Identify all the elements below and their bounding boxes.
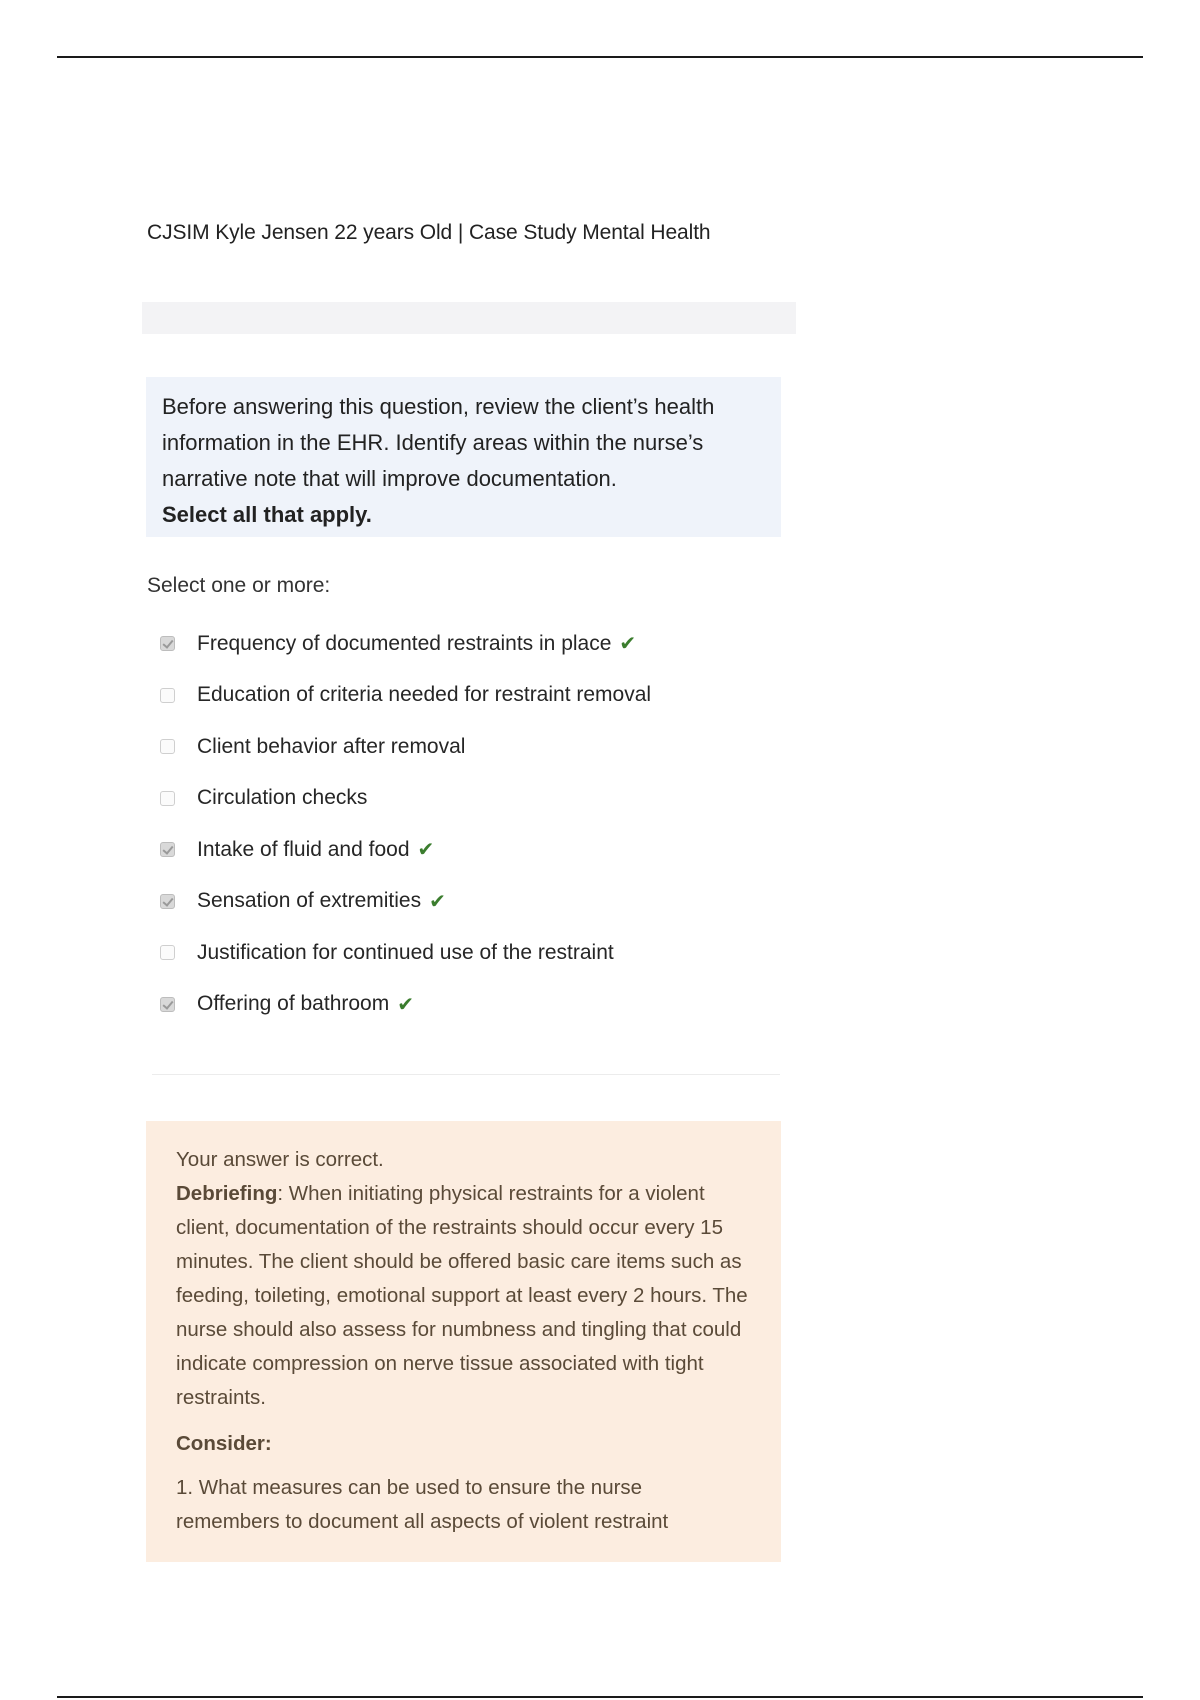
option-justification-restraint[interactable] [160,927,651,979]
feedback-box [146,1121,781,1562]
option-checkbox[interactable] [160,791,175,806]
debriefing-label: Debriefing [176,1182,278,1205]
option-label: Intake of fluid and food [197,837,410,861]
info-bar [142,302,796,334]
header-rule [57,56,1143,58]
option-checkbox[interactable] [160,842,175,857]
section-divider [152,1074,780,1075]
answer-prompt: Select one or more: [147,574,331,597]
question-instruction: Select all that apply. [162,502,372,527]
option-client-behavior[interactable] [160,721,651,773]
option-education-criteria[interactable] [160,670,651,722]
checkmark-icon: ✔ [429,890,446,913]
option-label: Circulation checks [197,786,368,810]
option-label: Frequency of documented restraints in place [197,631,612,655]
option-label: Client behavior after removal [197,734,466,758]
option-checkbox[interactable] [160,688,175,703]
footer-rule [57,1696,1143,1698]
consider-item: 1. What measures can be used to ensure the nurse remembers to document all aspects of violent restraint [176,1476,669,1533]
option-label: Justification for continued use of the restraint [197,940,614,964]
consider-label: Consider: [176,1432,272,1455]
option-frequency-restraints[interactable] [160,618,651,670]
checkmark-icon: ✔ [417,839,435,862]
option-circulation-checks[interactable] [160,773,651,825]
option-label: Education of criteria needed for restraint removal [197,683,652,707]
option-offering-bathroom[interactable] [160,979,651,1031]
option-checkbox[interactable] [160,739,175,754]
option-intake-fluid-food[interactable] [160,824,651,876]
checkmark-icon: ✔ [619,633,637,656]
checkmark-icon: ✔ [397,993,414,1016]
debriefing-text: : When initiating physical restraints for a violent client, documentation of the restraints should occur every 15 minutes. The client should be offered basic care items such as feeding, toileting, emotional support at least every 2 hours. The nurse should also assess for numbness and tingling that could indicate compression on nerve tissue associated with tight restraints. [176,1182,748,1409]
option-label: Sensation of extremities [197,889,422,913]
option-checkbox[interactable] [160,636,175,651]
page-title: CJSIM Kyle Jensen 22 years Old | Case Study Mental Health [147,221,711,244]
option-checkbox[interactable] [160,945,175,960]
question-box [146,377,781,537]
option-checkbox[interactable] [160,894,175,909]
option-checkbox[interactable] [160,997,175,1012]
answer-options [160,618,651,1030]
question-text: Before answering this question, review the client’s health information in the EHR. Identify areas within the nurse’s narrative note that will improve documentation. [162,394,715,491]
feedback-result: Your answer is correct. [176,1148,384,1171]
option-label: Offering of bathroom [197,992,390,1016]
option-sensation-extremities[interactable] [160,876,651,928]
